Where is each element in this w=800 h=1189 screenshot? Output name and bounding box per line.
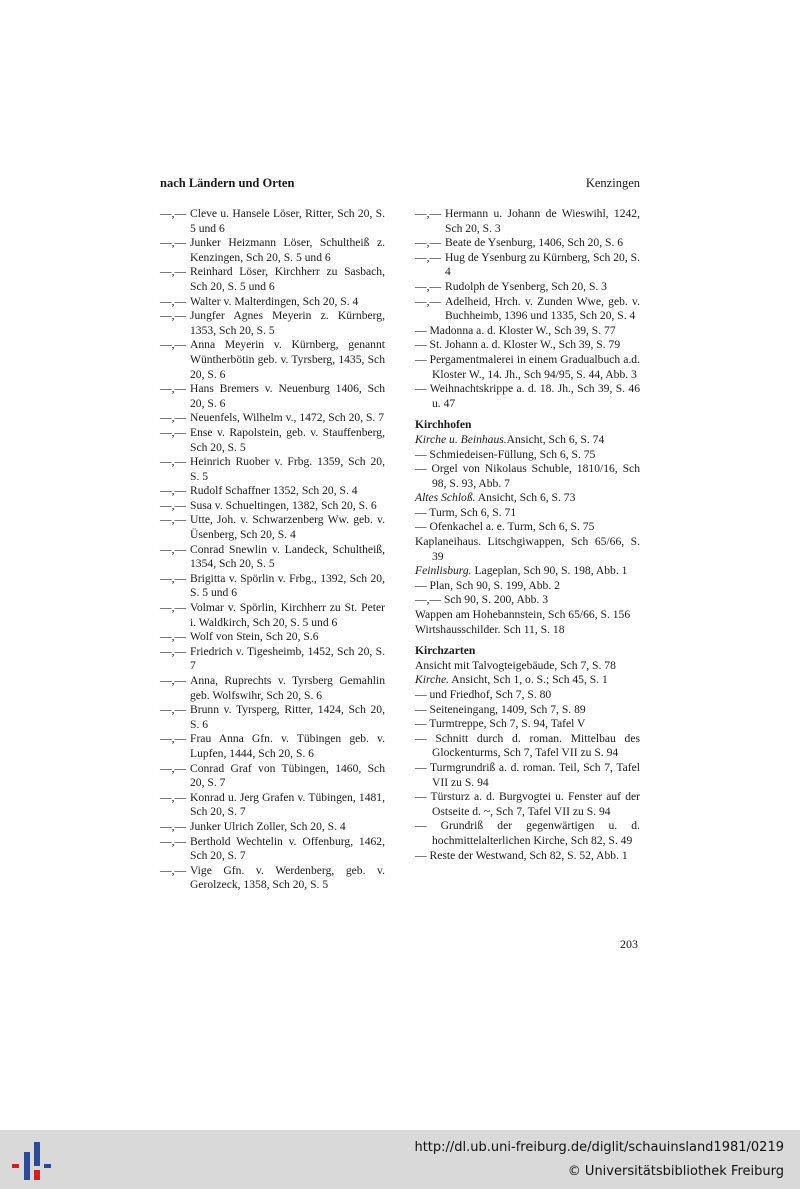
entry-dash: —,— (160, 513, 187, 527)
kirchzarten-entries (415, 659, 640, 863)
index-entry (415, 579, 640, 594)
entry-dash: —,— (160, 338, 187, 352)
footer-bar (0, 1130, 800, 1189)
index-entry (415, 761, 640, 790)
entry-dash: —,— (160, 455, 187, 469)
index-entry (160, 455, 385, 484)
kirchhofen-entries (415, 433, 640, 637)
index-entry (415, 732, 640, 761)
entry-text: Rudolf Schaffner 1352, Sch 20, S. 4 (190, 484, 358, 498)
entry-dash: —,— (160, 571, 187, 585)
entry-text: Friedrich v. Tigesheimb, 1452, Sch 20, S. 7 (190, 644, 385, 673)
entry-text: Reinhard Löser, Kirchherr zu Sasbach, Sch 20, S. 5 und 6 (190, 265, 385, 293)
entry-text: Brigitta v. Spörlin v. Frbg., 1392, Sch 20, S. 5 und 6 (190, 571, 385, 600)
entry-text: Conrad Snewlin v. Landeck, Schultheiß, 1354, Sch 20, S. 5 (190, 542, 385, 571)
index-entry (160, 295, 385, 310)
entry-text: — Seiteneingang, 1409, Sch 7, S. 89 (415, 702, 586, 716)
entry-text: Anna, Ruprechts v. Tyrsberg Gemahlin geb. Wolfswihr, Sch 20, S. 6 (190, 674, 385, 702)
section-title-kirchhofen: Kirchhofen (415, 418, 472, 432)
entry-text: Brunn v. Tyrsperg, Ritter, 1424, Sch 20, S. 6 (190, 703, 385, 731)
entry-text: Cleve u. Hansele Löser, Ritter, Sch 20, S. 5 und 6 (190, 207, 385, 235)
entry-text: — Plan, Sch 90, S. 199, Abb. 2 (415, 578, 560, 592)
entry-dash: —,— (160, 834, 187, 848)
entry-dash: —,— (415, 279, 442, 293)
entry-dash: —,— (160, 542, 187, 556)
entry-text: Heinrich Ruober v. Frbg. 1359, Sch 20, S. 5 (190, 455, 385, 483)
entry-text: Susa v. Schueltingen, 1382, Sch 20, S. 6 (190, 498, 377, 512)
entry-text: Ansicht, Sch 6, S. 73 (475, 491, 576, 505)
entry-text: Ansicht, Sch 6, S. 74 (506, 432, 605, 446)
copyright-text: © Universitätsbibliothek Freiburg (567, 1164, 784, 1179)
section-title-kirchzarten: Kirchzarten (415, 644, 476, 658)
entry-text: Ansicht mit Talvogteigebäude, Sch 7, S. 78 (415, 658, 616, 672)
entry-dash: —,— (160, 819, 187, 833)
entry-dash: —,— (415, 236, 442, 250)
index-entry: — St. Johann a. d. Kloster W., Sch 39, S. 79 (415, 338, 621, 352)
index-entry (415, 659, 640, 674)
index-entry (160, 543, 385, 572)
index-entry (160, 572, 385, 601)
entry-dash: —,— (160, 309, 187, 323)
entry-text: Wolf von Stein, Sch 20, S.6 (190, 630, 319, 644)
index-entry: — Weihnachtskrippe a. d. 18. Jh., Sch 39, S. 46 u. 47 (415, 382, 640, 410)
entry-text: Frau Anna Gfn. v. Tübingen geb. v. Lupfen, 1444, Sch 20, S. 6 (190, 732, 385, 760)
entry-text: Ansicht, Sch 1, o. S.; Sch 45, S. 1 (449, 673, 608, 687)
entry-dash: —,— (160, 863, 187, 877)
index-entry (160, 236, 385, 265)
entry-dash: —,— (160, 630, 187, 644)
entry-text: — Schnitt durch d. roman. Mittelbau des Glockenturms, Sch 7, Tafel VII zu S. 94 (415, 731, 640, 760)
index-entry (415, 251, 640, 280)
entry-text: Vige Gfn. v. Werdenberg, geb. v. Gerolzeck, 1358, Sch 20, S. 5 (190, 863, 385, 892)
entry-dash: —,— (160, 425, 187, 439)
entry-text: Wappen am Hohebannstein, Sch 65/66, S. 156 (415, 608, 631, 622)
index-entry (415, 849, 640, 864)
entry-dash: —,— (415, 294, 442, 308)
index-entry (160, 835, 385, 864)
index-entry (160, 484, 385, 499)
entry-heading: Feinlisburg. (415, 564, 472, 578)
entry-text: Kaplaneihaus. Litschgiwappen, Sch 65/66, S. 39 (415, 535, 640, 563)
entry-text: — Orgel von Nikolaus Schuble, 1810/16, Sch 98, S. 93, Abb. 7 (415, 462, 640, 490)
index-entry (160, 338, 385, 382)
index-entry (160, 630, 385, 645)
index-entry (415, 280, 640, 295)
index-entry (160, 601, 385, 630)
index-entry (415, 688, 640, 703)
entry-heading: Altes Schloß. (415, 491, 476, 505)
entry-dash: —,— (160, 790, 187, 804)
running-header-left: nach Ländern und Orten (160, 176, 295, 190)
index-entry: — Pergamentmalerei in einem Gradualbuch a.d. Kloster W., 14. Jh., Sch 94/95, S. 44, Abb. 3 (415, 352, 640, 381)
index-entry (415, 608, 640, 623)
right-misc-entries (415, 324, 640, 412)
entry-heading: Kirche u. Beinhaus. (415, 432, 507, 446)
entry-dash: —,— (160, 484, 187, 498)
index-entry (160, 265, 385, 294)
page-number: 203 (620, 937, 638, 951)
entry-text: Conrad Graf von Tübingen, 1460, Sch 20, S. 7 (190, 761, 385, 790)
entry-dash: —,— (160, 411, 187, 425)
entry-text: Ense v. Rapolstein, geb. v. Stauffenberg, Sch 20, S. 5 (190, 425, 385, 454)
index-entry (160, 820, 385, 835)
right-column (415, 207, 640, 863)
index-entry (160, 309, 385, 338)
index-entry (415, 564, 640, 579)
index-entry (160, 791, 385, 820)
entry-text: Rudolph de Ysenberg, Sch 20, S. 3 (445, 279, 607, 293)
index-entry (415, 462, 640, 491)
index-entry (415, 819, 640, 848)
entry-dash: —,— (160, 236, 187, 250)
entry-dash: —,— (160, 294, 187, 308)
index-entry (415, 433, 640, 448)
entry-dash: —,— (160, 674, 187, 687)
entry-text: Hans Bremers v. Neuenburg 1406, Sch 20, S. 6 (190, 382, 385, 410)
entry-dash: —,— (160, 382, 187, 396)
entry-text: — und Friedhof, Sch 7, S. 80 (415, 688, 552, 701)
entry-text: Junker Ulrich Zoller, Sch 20, S. 4 (190, 819, 346, 833)
index-entry (160, 674, 385, 703)
entry-text: Walter v. Malterdingen, Sch 20, S. 4 (190, 294, 359, 308)
index-entry (415, 535, 640, 564)
index-entry (415, 790, 640, 819)
index-entry (415, 491, 640, 506)
entry-text: Neuenfels, Wilhelm v., 1472, Sch 20, S. 7 (190, 411, 385, 425)
entry-text: —,— Sch 90, S. 200, Abb. 3 (415, 593, 549, 607)
entry-dash: —,— (160, 498, 187, 512)
index-entry (415, 717, 640, 732)
ub-freiburg-logo-icon (10, 1138, 52, 1182)
index-entry (415, 236, 640, 251)
entry-text: Anna Meyerin v. Kürnberg, genannt Wüntherbötin geb. v. Tyrsberg, 1435, Sch 20, S. 6 (190, 338, 385, 381)
entry-dash: —,— (160, 761, 187, 775)
entry-dash: —,— (160, 601, 187, 615)
index-entry (415, 520, 640, 535)
entry-text: Wirtshausschilder. Sch 11, S. 18 (415, 622, 565, 636)
entry-text: — Türsturz a. d. Burgvogtei u. Fenster auf der Ostseite d. ~, Sch 7, Tafel VII zu S. 94 (415, 790, 640, 818)
entry-text: Hermann u. Johann de Wieswihl, 1242, Sch 20, S. 3 (445, 207, 640, 235)
entry-dash: —,— (160, 703, 187, 717)
entry-dash: —,— (160, 265, 187, 279)
entry-text: Volmar v. Spörlin, Kirchherr zu St. Peter i. Waldkirch, Sch 20, S. 5 und 6 (190, 601, 385, 629)
index-entry (415, 506, 640, 521)
index-entry (160, 645, 385, 674)
index-entry (415, 623, 640, 638)
index-entry (160, 207, 385, 236)
index-entry (160, 864, 385, 893)
source-url-link[interactable]: http://dl.ub.uni-freiburg.de/diglit/schauinsland1981/0219 (414, 1140, 784, 1155)
index-entry (415, 448, 640, 463)
index-entry (160, 703, 385, 732)
index-entry (160, 426, 385, 455)
index-entry (160, 411, 385, 426)
entry-text: — Grundriß der gegenwärtigen u. d. hochmittelalterlichen Kirche, Sch 82, S. 49 (415, 819, 640, 847)
index-entry (415, 207, 640, 236)
index-entry (415, 673, 640, 688)
entry-text: — Turmgrundriß a. d. roman. Teil, Sch 7, Tafel VII zu S. 94 (415, 760, 640, 789)
entry-dash: —,— (415, 250, 442, 264)
entry-dash: —,— (160, 644, 187, 658)
running-header-right: Kenzingen (585, 176, 640, 190)
entry-text: Konrad u. Jerg Grafen v. Tübingen, 1481, Sch 20, S. 7 (190, 790, 385, 819)
index-entry (415, 593, 640, 608)
entry-text: — Schmiedeisen-Füllung, Sch 6, S. 75 (415, 447, 596, 461)
entry-text: — Turmtreppe, Sch 7, S. 94, Tafel V (415, 717, 586, 731)
entry-text: Junker Heizmann Löser, Schultheiß z. Kenzingen, Sch 20, S. 5 und 6 (190, 236, 385, 264)
entry-text: Jungfer Agnes Meyerin z. Kürnberg, 1353, Sch 20, S. 5 (190, 309, 385, 337)
index-entry: — Madonna a. d. Kloster W., Sch 39, S. 77 (415, 323, 616, 337)
entry-text: Adelheid, Hrch. v. Zunden Wwe, geb. v. Buchheimb, 1396 und 1335, Sch 20, S. 4 (445, 294, 640, 323)
index-entry (415, 295, 640, 324)
entry-dash: —,— (160, 732, 187, 746)
entry-text: Hug de Ysenburg zu Kürnberg, Sch 20, S. 4 (445, 250, 640, 279)
index-entry (415, 703, 640, 718)
left-column (160, 207, 385, 893)
entry-text: Lageplan, Sch 90, S. 198, Abb. 1 (471, 564, 628, 578)
entry-text: Berthold Wechtelin v. Offenburg, 1462, Sch 20, S. 7 (190, 834, 385, 863)
entry-dash: —,— (415, 207, 442, 220)
index-entry (160, 382, 385, 411)
entry-heading: Kirche. (415, 673, 450, 687)
index-entry (160, 762, 385, 791)
entry-dash: —,— (160, 207, 187, 220)
entry-text: — Turm, Sch 6, S. 71 (415, 505, 517, 519)
entry-text: — Reste der Westwand, Sch 82, S. 52, Abb. 1 (415, 848, 628, 862)
index-entry (160, 513, 385, 542)
index-entry (160, 499, 385, 514)
right-top-entries (415, 207, 640, 324)
entry-text: — Ofenkachel a. e. Turm, Sch 6, S. 75 (415, 520, 595, 534)
index-entry (160, 732, 385, 761)
entry-text: Utte, Joh. v. Schwarzenberg Ww. geb. v. Üsenberg, Sch 20, S. 4 (190, 513, 385, 542)
entry-text: Beate de Ysenburg, 1406, Sch 20, S. 6 (445, 236, 624, 250)
